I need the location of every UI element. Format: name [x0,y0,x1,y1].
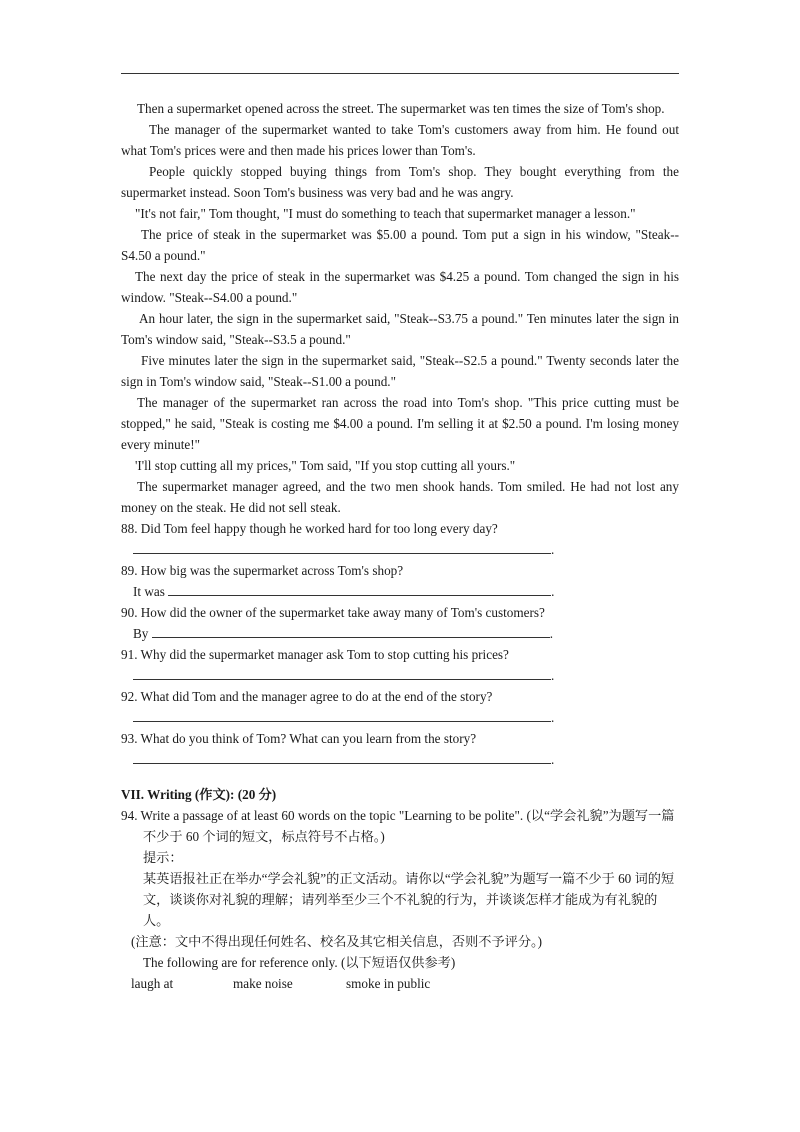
answer-field[interactable] [133,539,551,554]
answer-line [121,665,679,686]
answer-line [121,707,679,728]
answer-end: . [551,584,555,599]
question-text [121,560,679,581]
answer-field[interactable] [133,707,551,722]
question-90 [121,602,679,644]
answer-prefix: By [133,626,149,641]
answer-field[interactable] [133,749,551,764]
question-88 [121,518,679,560]
question-prompt: Did Tom feel happy though he worked hard for too long every day? [140,521,498,536]
answer-end: . [551,752,555,767]
question-number: 90. [121,605,138,620]
story-paragraph: People quickly stopped buying things from Tom's shop. They bought everything from the supermarket instead. Soon Tom's business was very bad and he was angry. [121,164,679,200]
answer-field[interactable] [168,581,551,596]
question-number: 92. [121,689,138,704]
question-prompt: What did Tom and the manager agree to do at the end of the story? [140,689,493,704]
reference-label: The following are for reference only. (以下短语仅供参考) [143,955,456,970]
answer-prefix: It was [133,584,165,599]
writing-section [121,784,679,994]
notice: (注意：文中不得出现任何姓名、校名及其它相关信息，否则不予评分。) [131,934,542,949]
story-paragraph: The price of steak in the supermarket was $5.00 a pound. Tom put a sign in his window, "Steak--S4.50 a pound." [121,227,679,263]
story-paragraph: The supermarket manager agreed, and the two men shook hands. Tom smiled. He had not lost any money on the steak. He did not sell steak. [121,479,679,515]
story-paragraph: Five minutes later the sign in the supermarket said, "Steak--S2.5 a pound." Twenty seconds later the sign in Tom's window said, "Steak--S1.00 a pound." [121,353,679,389]
question-prompt: Why did the supermarket manager ask Tom to stop cutting his prices? [140,647,509,662]
story-paragraph: An hour later, the sign in the supermarket said, "Steak--S3.75 a pound." Ten minutes later the sign in Tom's window said, "Steak--S3.5 a pound." [121,311,679,347]
phrase-list [121,973,679,994]
answer-end: . [551,710,555,725]
question-text [121,728,679,749]
question-text [121,644,679,665]
hint-text: 某英语报社正在举办“学会礼貌”的正文活动。请你以“学会礼貌”为题写一篇不少于 60 词的短文，谈谈你对礼貌的理解；请列举至少三个不礼貌的行为，并谈谈怎样才能成为有礼貌的人。 [143,871,675,928]
header-rule [121,73,679,74]
answer-line [121,623,679,644]
answer-field[interactable] [133,665,551,680]
exam-page [121,98,679,994]
question-93 [121,728,679,770]
story-paragraph: The manager of the supermarket wanted to take Tom's customers away from him. He found out what Tom's prices were and then made his prices lower than Tom's. [121,122,679,158]
answer-end: . [549,626,553,641]
phrase-item: smoke in public [346,976,431,991]
story-paragraph: The next day the price of steak in the supermarket was $4.25 a pound. Tom changed the sign in his window. "Steak--S4.00 a pound." [121,269,679,305]
section-heading: VII. Writing (作文): (20 分) [121,787,277,802]
question-number: 93. [121,731,138,746]
question-number: 89. [121,563,138,578]
question-prompt: What do you think of Tom? What can you learn from the story? [140,731,477,746]
question-text [121,686,679,707]
hint-label: 提示： [143,850,183,865]
answer-field[interactable] [152,623,550,638]
story-paragraph: The manager of the supermarket ran across the road into Tom's shop. "This price cutting must be stopped," he said, "Steak is costing me $4.00 a pound. I'm selling it at $2.50 a pound. I'm losing money every minute!" [121,395,679,452]
question-prompt: How big was the supermarket across Tom's shop? [140,563,404,578]
story-paragraph: 'I'll stop cutting all my prices," Tom said, "If you stop cutting all yours." [135,458,516,473]
question-text [121,602,679,623]
writing-task: 94. Write a passage of at least 60 words on the topic "Learning to be polite". (以“学会礼貌”为题写一篇不少于 60 个词的短文，标点符号不占格。) [121,808,675,844]
answer-end: . [551,668,555,683]
question-number: 88. [121,521,138,536]
question-text [121,518,679,539]
story-paragraph: Then a supermarket opened across the street. The supermarket was ten times the size of Tom's shop. [137,101,665,116]
answer-line [121,581,679,602]
question-89 [121,560,679,602]
phrase-item: laugh at [131,976,174,991]
story-paragraph: "It's not fair," Tom thought, "I must do something to teach that supermarket manager a lesson." [135,206,636,221]
question-91 [121,644,679,686]
story [121,98,679,518]
phrase-item: make noise [233,976,293,991]
answer-line [121,749,679,770]
question-number: 91. [121,647,138,662]
question-92 [121,686,679,728]
question-prompt: How did the owner of the supermarket take away many of Tom's customers? [140,605,545,620]
answer-end: . [551,542,555,557]
answer-line [121,539,679,560]
